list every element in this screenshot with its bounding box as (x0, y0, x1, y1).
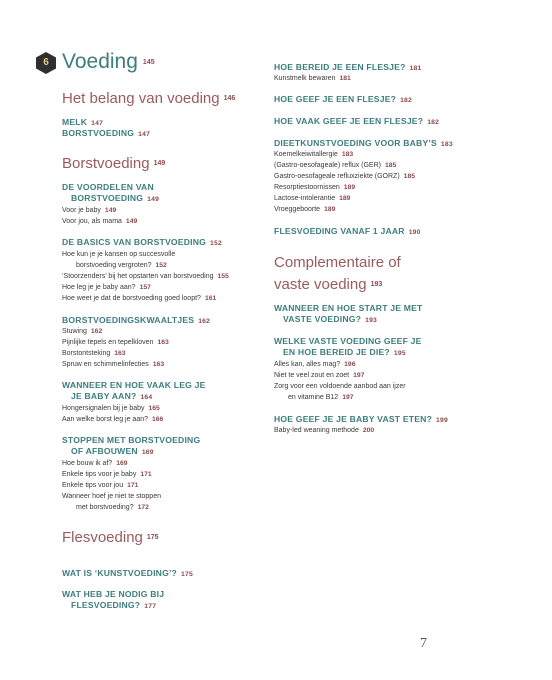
entry-vast-eten[interactable]: HOE GEEF JE JE BABY VAST ETEN? 199 (274, 414, 448, 424)
entry-dieetkunstvoeding[interactable]: DIEETKUNSTVOEDING VOOR BABY’S 183 (274, 138, 453, 148)
list-item[interactable]: Enkele tips voor je baby 171 (62, 471, 152, 478)
list-item[interactable]: Wanneer hoef je niet te stoppen met borstvoeding? 172 (62, 493, 161, 511)
entry-welke-vaste-voeding[interactable]: WELKE VASTE VOEDING GEEF JE EN HOE BEREID JE DIE? 195 (274, 336, 422, 357)
list-item[interactable]: Zorg voor een voldoende aanbod aan ijzer en vitamine B12 197 (274, 383, 406, 401)
list-item[interactable]: Stuwing 162 (62, 328, 103, 335)
list-item[interactable]: Hoe weet je dat de borstvoeding goed loopt? 161 (62, 295, 217, 302)
list-item[interactable]: Resorptiestoornissen 189 (274, 184, 356, 191)
entry-start-vaste-voeding[interactable]: WANNEER EN HOE START JE MET VASTE VOEDING? 193 (274, 303, 423, 324)
list-item[interactable]: Aan welke borst leg je aan? 166 (62, 416, 164, 423)
list-item[interactable]: Pijnlijke tepels en tepelkloven 163 (62, 339, 169, 346)
list-item[interactable]: Vroeggeboorte 189 (274, 206, 336, 213)
section-borstvoeding[interactable]: Borstvoeding 149 (62, 155, 166, 172)
entry-borstvoeding[interactable]: BORSTVOEDING 147 (62, 128, 151, 138)
list-item[interactable]: Lactose-intolerantie 189 (274, 195, 351, 202)
entry-melk[interactable]: MELK 147 (62, 117, 104, 127)
list-item[interactable]: Hoe kun je je kansen op succesvolle borstvoeding vergroten? 152 (62, 251, 176, 269)
section-het-belang[interactable]: Het belang van voeding 146 (62, 90, 236, 107)
list-item[interactable]: Baby-led weaning methode 200 (274, 427, 375, 434)
entry-kunstvoeding[interactable]: WAT IS ‘KUNSTVOEDING’? 175 (62, 568, 193, 578)
list-item[interactable]: Gastro-oesofageale refluxziekte (GORZ) 185 (274, 173, 416, 180)
chapter-number: 6 (43, 57, 49, 68)
entry-kwaaltjes[interactable]: BORSTVOEDINGSKWAALTJES 162 (62, 315, 211, 325)
entry-geef-flesje[interactable]: HOE GEEF JE EEN FLESJE? 182 (274, 94, 413, 104)
entry-vaak-flesje[interactable]: HOE VAAK GEEF JE EEN FLESJE? 182 (274, 116, 440, 126)
chapter-title[interactable]: Voeding 145 (62, 50, 155, 73)
list-item[interactable]: Hoe bouw ik af? 169 (62, 460, 128, 467)
list-item[interactable]: Enkele tips voor jou 171 (62, 482, 139, 489)
section-flesvoeding[interactable]: Flesvoeding 175 (62, 529, 159, 546)
entry-flesvoeding-vanaf[interactable]: FLESVOEDING VANAF 1 JAAR 190 (274, 226, 421, 236)
list-item[interactable]: Borstontsteking 163 (62, 350, 126, 357)
entry-voordelen[interactable]: DE VOORDELEN VAN BORSTVOEDING 149 (62, 182, 160, 203)
entry-nodig[interactable]: WAT HEB JE NODIG BIJ FLESVOEDING? 177 (62, 589, 165, 610)
page-number: 7 (420, 636, 427, 651)
list-item[interactable]: Voor jou, als mama 149 (62, 218, 138, 225)
entry-basics[interactable]: DE BASICS VAN BORSTVOEDING 152 (62, 237, 222, 247)
list-item[interactable]: Koemelkeiwitallergie 183 (274, 151, 354, 158)
list-item[interactable]: Alles kan, alles mag? 196 (274, 361, 356, 368)
list-item[interactable]: Voor je baby 149 (62, 207, 117, 214)
entry-stoppen[interactable]: STOPPEN MET BORSTVOEDING OF AFBOUWEN 169 (62, 435, 201, 456)
list-item[interactable]: (Gastro-oesofageale) reflux (GER) 185 (274, 162, 397, 169)
list-item[interactable]: Spruw en schimmelinfecties 163 (62, 361, 165, 368)
list-item[interactable]: Kunstmelk bewaren 181 (274, 75, 351, 82)
list-item[interactable]: ‘Stoorzenders’ bij het opstarten van borstvoeding 155 (62, 273, 229, 280)
entry-wanneer-hoe-vaak[interactable]: WANNEER EN HOE VAAK LEG JE JE BABY AAN? 164 (62, 380, 206, 401)
entry-bereid-flesje[interactable]: HOE BEREID JE EEN FLESJE? 181 (274, 62, 422, 72)
list-item[interactable]: Niet te veel zout en zoet 197 (274, 372, 365, 379)
list-item[interactable]: Hongersignalen bij je baby 165 (62, 405, 160, 412)
list-item[interactable]: Hoe leg je je baby aan? 157 (62, 284, 151, 291)
section-complementaire[interactable]: Complementaire of vaste voeding 193 (274, 254, 401, 293)
